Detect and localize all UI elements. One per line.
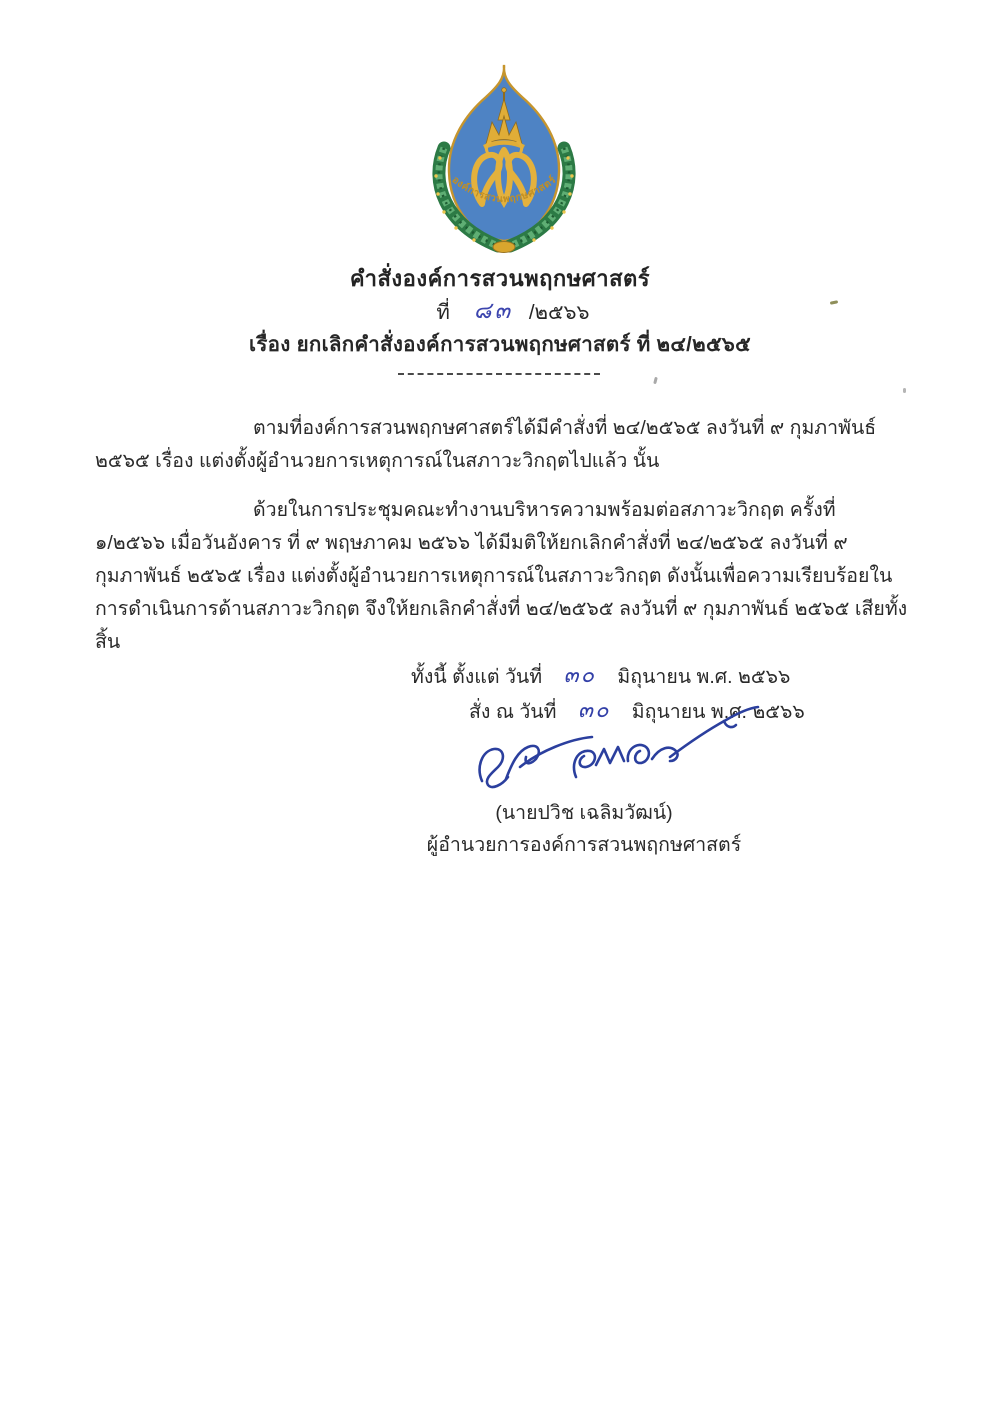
order-number-line (0, 294, 1000, 330)
wreath-bow-icon (493, 242, 515, 253)
dashed-divider (398, 373, 600, 375)
order-number-year: /๒๕๖๖ (528, 301, 590, 324)
document-title: คำสั่งองค์การสวนพฤกษศาสตร์ (349, 266, 651, 291)
organization-emblem (418, 62, 590, 254)
issued-day-handwritten: ๓๐ (577, 697, 611, 722)
signer-block (398, 797, 770, 861)
signature-scribble (468, 693, 760, 803)
signer-title: ผู้อำนวยการองค์การสวนพฤกษศาสตร์ (426, 834, 742, 856)
effective-day-handwritten: ๓๐ (563, 662, 596, 687)
order-number-handwritten: ๘๓ (473, 297, 514, 323)
emblem-curved-text: องค์การสวนพฤกษศาสตร์ (449, 174, 559, 206)
effective-date-prefix: ทั้งนี้ ตั้งแต่ วันที่ (411, 666, 543, 688)
issued-date-prefix: สั่ง ณ วันที่ (469, 701, 557, 723)
paragraph-2: ด้วยในการประชุมคณะทำงานบริหารความพร้อมต่อสภาวะวิกฤต ครั้งที่ ๑/๒๕๖๖ เมื่อวันอังคาร ที่ ๙ พฤษภาคม ๒๕๖๖ ได้มีมติให้ยกเลิกคำสั่งที่ ๒๔/๒๕๖๕ ลงวันที่ ๙ กุมภาพันธ์ ๒๕๖๕ เรื่อง แต่งตั้งผู้อำนวยการเหตุการณ์ในสภาวะวิกฤต ดังนั้นเพื่อความเรียบร้อยในการดำเนินการด้านสภาวะวิกฤต จึงให้ยกเลิกคำสั่งที่ ๒๔/๒๕๖๕ ลงวันที่ ๙ กุมภาพันธ์ ๒๕๖๕ เสียทั้งสิ้น (95, 499, 908, 653)
effective-date-line (95, 659, 908, 694)
scan-speck (653, 377, 658, 385)
issued-date-suffix: มิถุนายน พ.ศ. ๒๕๖๖ (631, 701, 805, 723)
subject-line: เรื่อง ยกเลิกคำสั่งองค์การสวนพฤกษศาสตร์ ที่ ๒๔/๒๕๖๕ (249, 333, 751, 356)
signer-name: (นายปวิช เฉลิมวัฒน์) (495, 802, 673, 824)
order-number-label: ที่ (436, 301, 450, 324)
document-body (95, 412, 908, 729)
paragraph-1: ตามที่องค์การสวนพฤกษศาสตร์ได้มีคำสั่งที่ ๒๔/๒๕๖๕ ลงวันที่ ๙ กุมภาพันธ์ ๒๕๖๕ เรื่อง แต่งตั้งผู้อำนวยการเหตุการณ์ในสภาวะวิกฤตไปแล้ว นั้น (95, 417, 877, 472)
effective-date-suffix: มิถุนายน พ.ศ. ๒๕๖๖ (617, 666, 791, 688)
scan-speck (903, 388, 906, 393)
